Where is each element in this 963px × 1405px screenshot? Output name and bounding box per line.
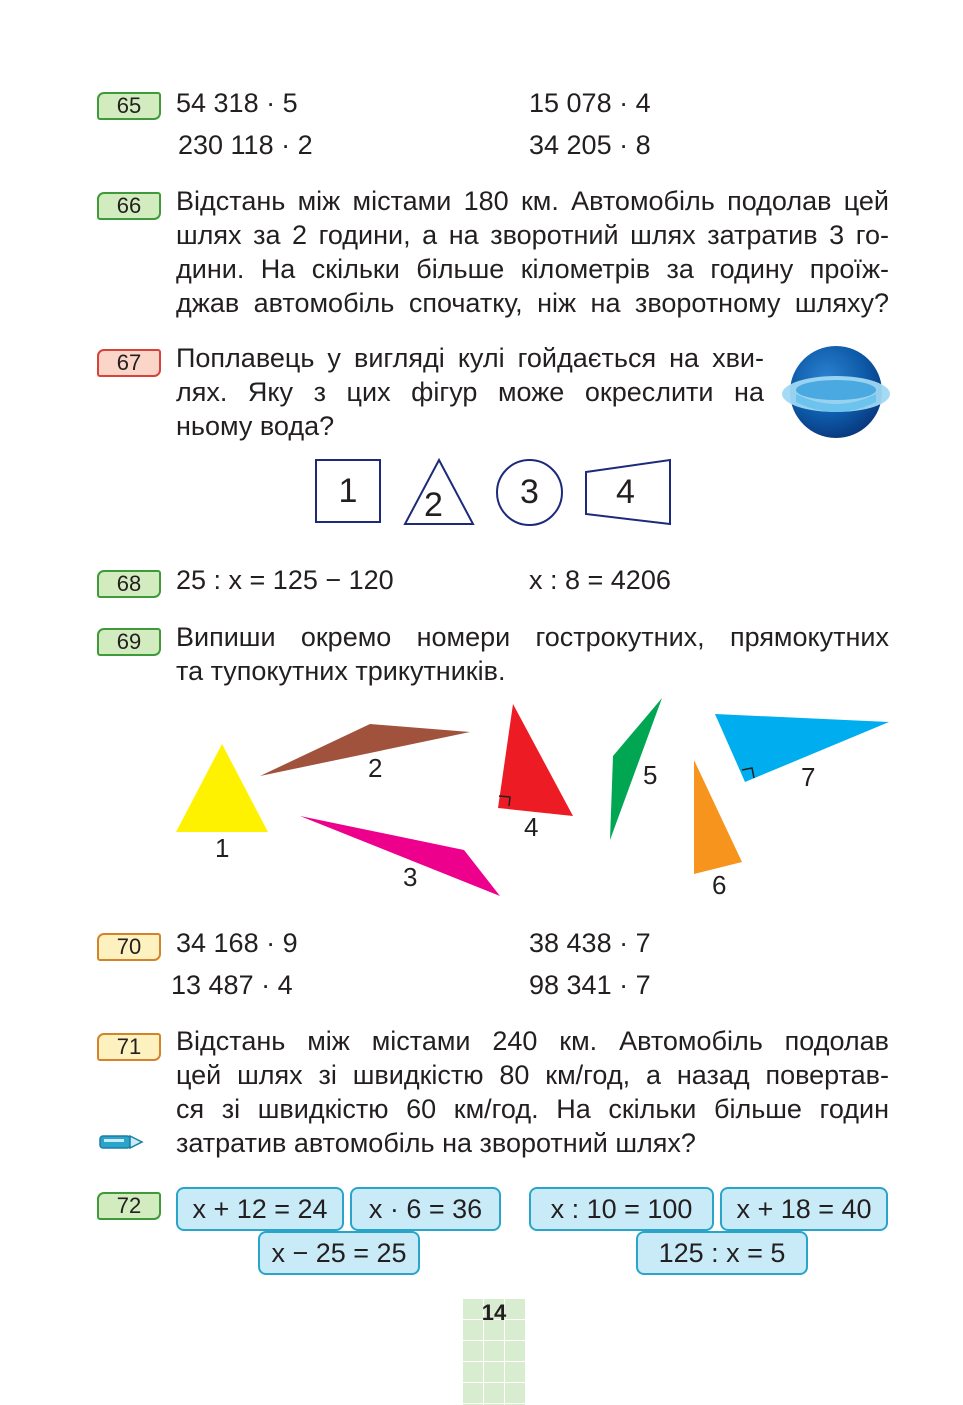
sphere-float-illustration xyxy=(778,342,894,442)
task-71-line: Відстань між містами 240 км. Автомобіль подолав xyxy=(176,1026,889,1056)
task-71-number: 71 xyxy=(97,1033,161,1061)
shape-label: 2 xyxy=(424,486,443,524)
triangle-2 xyxy=(260,724,470,776)
task-70-expr-3: 13 487 · 4 xyxy=(171,970,293,1000)
shape-label: 4 xyxy=(616,473,635,511)
triangle-3 xyxy=(300,816,500,896)
task-65-expr-2: 15 078 · 4 xyxy=(529,88,651,118)
task-69-line: та тупокутних трикутників. xyxy=(176,656,506,686)
task-71-line: ся зі швидкістю 60 км/год. На скільки більше годин xyxy=(176,1094,889,1124)
triangle-label: 6 xyxy=(712,870,727,900)
square-shape xyxy=(315,459,381,523)
triangle-label: 5 xyxy=(643,760,658,790)
task-67-number: 67 xyxy=(97,349,161,377)
triangle-label: 1 xyxy=(215,833,230,863)
task-70-number: 70 xyxy=(97,933,161,961)
triangle-label: 7 xyxy=(801,762,816,792)
task-65-expr-3: 230 118 · 2 xyxy=(178,130,313,160)
task-66-line: шлях за 2 години, а на зворотний шлях затратив 3 го- xyxy=(176,220,889,250)
task-65-number: 65 xyxy=(97,92,161,120)
task-66-number: 66 xyxy=(97,192,161,220)
task-65-expr-1: 54 318 · 5 xyxy=(176,88,298,118)
equation-box: x − 25 = 25 xyxy=(258,1231,420,1275)
task-68-equation-2: x : 8 = 4206 xyxy=(529,565,671,595)
triangle-6 xyxy=(694,760,742,874)
shape-label: 3 xyxy=(520,473,539,511)
task-69-number: 69 xyxy=(97,628,161,656)
task-66-line: джав автомобіль спочатку, ніж на зворотному шляху? xyxy=(176,288,889,318)
equation-box: x · 6 = 36 xyxy=(350,1187,501,1231)
task-70-expr-2: 38 438 · 7 xyxy=(529,928,651,958)
page-number: 14 xyxy=(481,1300,507,1325)
triangles-figure xyxy=(0,690,963,910)
triangle-label: 2 xyxy=(368,753,383,783)
task-70-expr-1: 34 168 · 9 xyxy=(176,928,298,958)
task-71-line: цей шлях зі швидкістю 80 км/год, а назад повертав- xyxy=(176,1060,889,1090)
triangle-label: 3 xyxy=(403,862,418,892)
task-69-text xyxy=(176,620,889,688)
task-71-text xyxy=(176,1024,889,1160)
task-67-text xyxy=(176,341,764,443)
task-68-equation-1: 25 : x = 125 − 120 xyxy=(176,565,394,595)
task-69-line: Випиши окремо номери гострокутних, прямокутних xyxy=(176,622,889,652)
task-67-line: Поплавець у вигляді кулі гойдається на хви- xyxy=(176,343,764,373)
task-72-number: 72 xyxy=(97,1192,161,1220)
task-66-text xyxy=(176,184,889,320)
triangle-label: 4 xyxy=(524,812,539,842)
shape-label: 1 xyxy=(338,472,358,510)
equation-box: x + 18 = 40 xyxy=(720,1187,888,1231)
triangle-1 xyxy=(176,744,268,832)
page-number-tab xyxy=(462,1298,526,1405)
task-67-line: лях. Яку з цих фігур може окреслити на xyxy=(176,377,764,407)
pencil-icon xyxy=(97,1131,145,1153)
task-70-expr-4: 98 341 · 7 xyxy=(529,970,651,1000)
circle-shape xyxy=(496,459,563,526)
task-65-expr-4: 34 205 · 8 xyxy=(529,130,651,160)
task-66-line: Відстань між містами 180 км. Автомобіль подолав цей xyxy=(176,186,889,216)
task-66-line: дини. На скільки більше кілометрів за годину проїж- xyxy=(176,254,889,284)
task-67-line: ньому вода? xyxy=(176,411,335,441)
task-71-line: затратив автомобіль на зворотний шлях? xyxy=(176,1128,696,1158)
equation-box: x + 12 = 24 xyxy=(176,1187,344,1231)
equation-box: 125 : x = 5 xyxy=(636,1231,808,1275)
task-68-number: 68 xyxy=(97,570,161,598)
equation-box: x : 10 = 100 xyxy=(529,1187,714,1231)
